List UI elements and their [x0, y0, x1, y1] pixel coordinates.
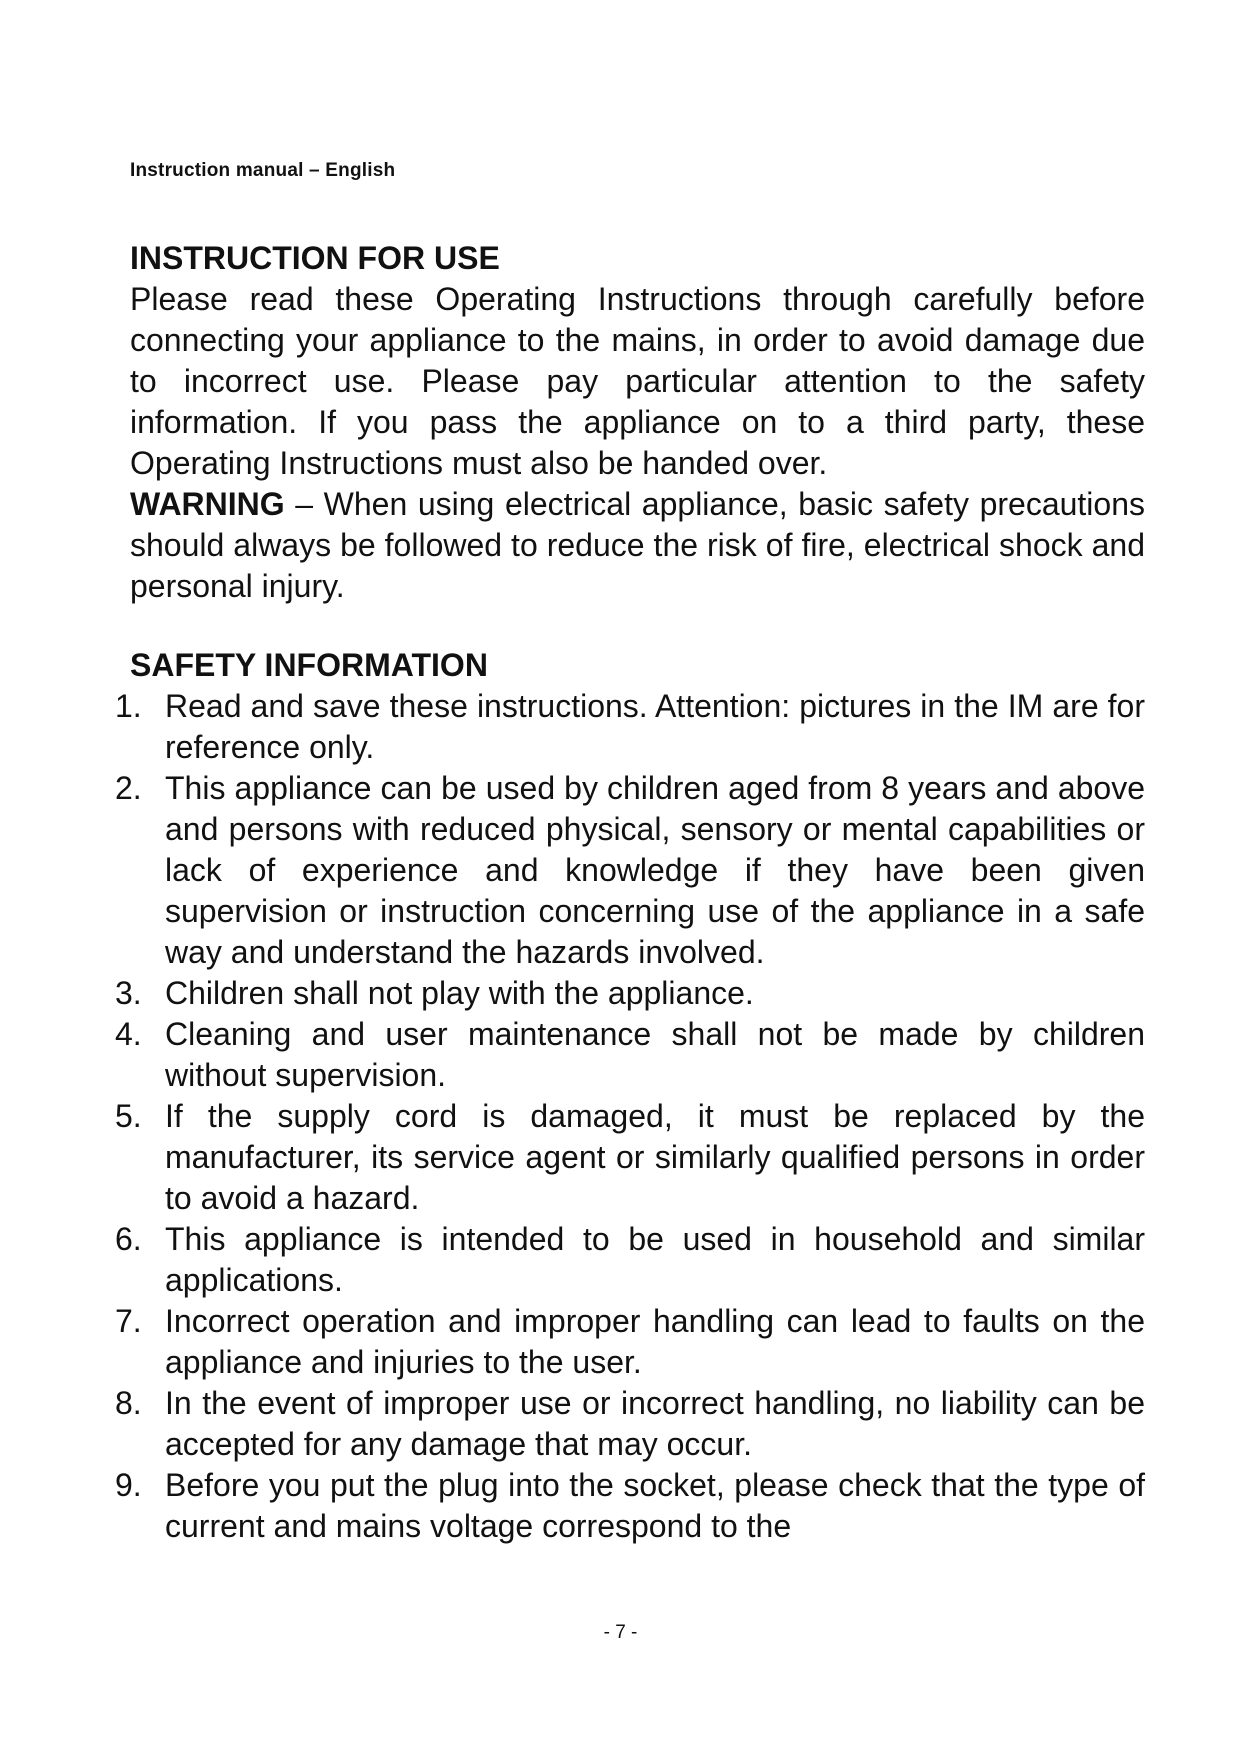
instruction-paragraph: Please read these Operating Instructions through carefully before connecting your appliance to the mains, in order to avoid damage due to incorrect use. Please pay particular attention to the safety information. If you pass the appliance on to a third party, these Operating Instructions must also be handed over.: [130, 281, 1145, 481]
list-item: [115, 973, 1145, 1014]
list-item-text: Incorrect operation and improper handling can lead to faults on the appliance and injuries to the user.: [165, 1303, 1145, 1380]
page-number: - 7 -: [603, 1622, 638, 1643]
document-body: [115, 238, 1145, 1547]
list-item-text: Cleaning and user maintenance shall not be made by children without supervision.: [165, 1016, 1145, 1093]
instruction-heading: INSTRUCTION FOR USE: [130, 240, 500, 276]
list-item: [115, 686, 1145, 768]
list-item-number: 3.: [115, 975, 142, 1011]
list-item-number: 9.: [115, 1467, 142, 1503]
list-item: [115, 1014, 1145, 1096]
list-item-text: This appliance is intended to be used in household and similar applications.: [165, 1221, 1145, 1298]
page-header: Instruction manual – English: [130, 160, 396, 181]
list-item-number: 6.: [115, 1221, 142, 1257]
list-item-number: 1.: [115, 688, 142, 724]
list-item: [115, 1465, 1145, 1547]
list-item-text: Children shall not play with the appliance.: [165, 975, 754, 1011]
list-item-number: 2.: [115, 770, 142, 806]
list-item: [115, 1383, 1145, 1465]
list-item-number: 5.: [115, 1098, 142, 1134]
safety-list: [115, 686, 1145, 1547]
safety-heading: SAFETY INFORMATION: [130, 647, 488, 683]
list-item-number: 4.: [115, 1016, 142, 1052]
warning-text: – When using electrical appliance, basic safety precautions should always be followed to reduce the risk of fire, electrical shock and personal injury.: [130, 486, 1145, 604]
list-item: [115, 1301, 1145, 1383]
list-item-text: If the supply cord is damaged, it must be replaced by the manufacturer, its service agent or similarly qualified persons in order to avoid a hazard.: [165, 1098, 1145, 1216]
list-item: [115, 1096, 1145, 1219]
list-item-text: Read and save these instructions. Attention: pictures in the IM are for reference only.: [165, 688, 1145, 765]
list-item-text: In the event of improper use or incorrect handling, no liability can be accepted for any damage that may occur.: [165, 1385, 1145, 1462]
list-item: [115, 1219, 1145, 1301]
list-item-number: 7.: [115, 1303, 142, 1339]
warning-paragraph: [130, 484, 1145, 607]
list-item: [115, 768, 1145, 973]
list-item-text: Before you put the plug into the socket, please check that the type of current and mains voltage correspond to the: [165, 1467, 1145, 1544]
list-item-text: This appliance can be used by children aged from 8 years and above and persons with reduced physical, sensory or mental capabilities or lack of experience and knowledge if they have been given supervision or instruction concerning use of the appliance in a safe way and understand the hazards involved.: [165, 770, 1145, 970]
list-item-number: 8.: [115, 1385, 142, 1421]
section-spacer: [130, 607, 1145, 645]
warning-label: WARNING: [130, 486, 285, 522]
